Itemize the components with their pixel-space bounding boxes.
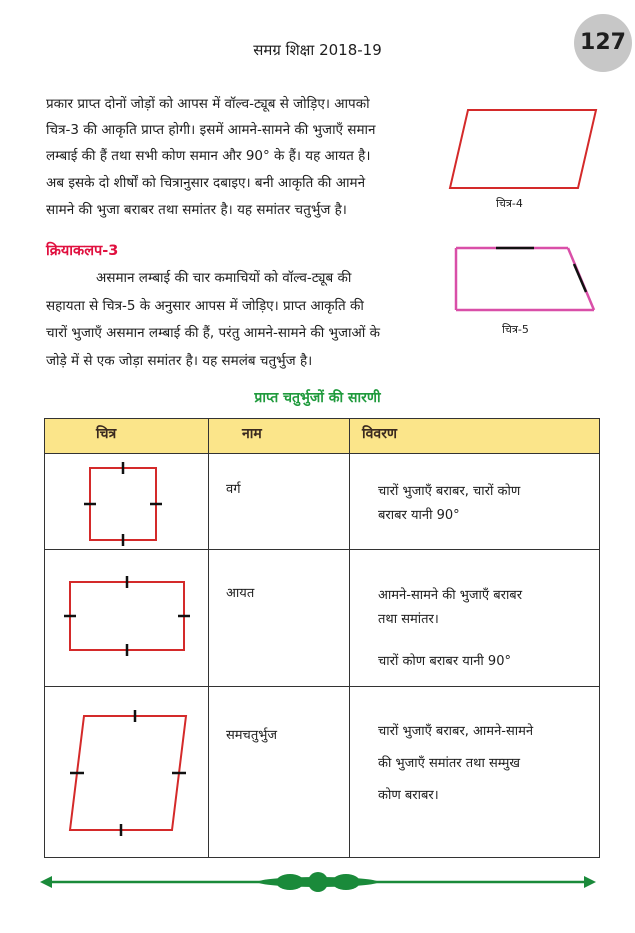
header-title: समग्र शिक्षा 2018-19: [253, 41, 382, 59]
figure-4-caption: चित्र-4: [496, 197, 523, 210]
figure-4-parallelogram: [448, 108, 598, 192]
activity-line-2: सहायता से चित्र-5 के अनुसार आपस में जोड़िए। प्राप्त आकृति की: [46, 298, 364, 314]
paragraph-line-3: लम्बाई की हैं तथा सभी कोण समान और 90° के हैं। यह आयत है।: [46, 148, 371, 164]
paragraph-line-1: प्रकार प्राप्त दोनों जोड़ों को आपस में वॉल्व-ट्यूब से जोड़िए। आपको: [46, 96, 370, 112]
paragraph-line-4: अब इसके दो शीर्षों को चित्रानुसार दबाइए। बनी आकृति की आमने: [46, 175, 366, 191]
table-header-name: नाम: [242, 426, 262, 442]
rectangle-shape: [62, 572, 192, 660]
row-desc-rhombus-3: कोण बराबर।: [378, 788, 439, 803]
paragraph-line-5: सामने की भुजा बराबर तथा समांतर है। यह समांतर चतुर्भुज है।: [46, 202, 347, 218]
paragraph-line-2: चित्र-3 की आकृति प्राप्त होगी। इसमें आमने-सामने की भुजाएँ समान: [46, 122, 376, 138]
activity-line-4: जोड़े में से एक जोड़ा समांतर है। यह समलंब चतुर्भुज है।: [46, 353, 313, 369]
page-number-badge: 127: [574, 14, 632, 72]
table-header-description: विवरण: [362, 426, 398, 442]
figure-5-caption: चित्र-5: [502, 323, 529, 336]
activity-line-3: चारों भुजाएँ असमान लम्बाई की हैं, परंतु आमने-सामने की भुजाओं के: [46, 325, 381, 341]
decorative-divider: [40, 870, 596, 894]
row-desc-rectangle-1: आमने-सामने की भुजाएँ बराबर: [378, 588, 523, 603]
row-name-rhombus: समचतुर्भुज: [226, 728, 278, 743]
row-desc-rhombus-1: चारों भुजाएँ बराबर, आमने-सामने: [378, 724, 534, 739]
row-name-square: वर्ग: [226, 482, 241, 497]
row-desc-square-1: चारों भुजाएँ बराबर, चारों कोण: [378, 484, 521, 499]
quadrilateral-table: [44, 418, 600, 858]
square-shape: [80, 460, 166, 546]
activity-heading: क्रियाकलप-3: [46, 243, 119, 259]
activity-line-1: असमान लम्बाई की चार कमाचियों को वॉल्व-ट्यूब की: [96, 270, 352, 286]
row-desc-square-2: बराबर यानी 90°: [378, 508, 460, 523]
figure-5-trapezium: [448, 242, 600, 316]
row-desc-rhombus-2: की भुजाएँ समांतर तथा सम्मुख: [378, 756, 521, 771]
row-desc-rectangle-2: तथा समांतर।: [378, 612, 439, 627]
row-desc-rectangle-3: चारों कोण बराबर यानी 90°: [378, 654, 511, 669]
table-title: प्राप्त चतुर्भुजों की सारणी: [254, 390, 381, 406]
row-name-rectangle: आयत: [226, 586, 255, 601]
rhombus-shape: [62, 708, 194, 838]
table-header-figure: चित्र: [96, 426, 117, 442]
